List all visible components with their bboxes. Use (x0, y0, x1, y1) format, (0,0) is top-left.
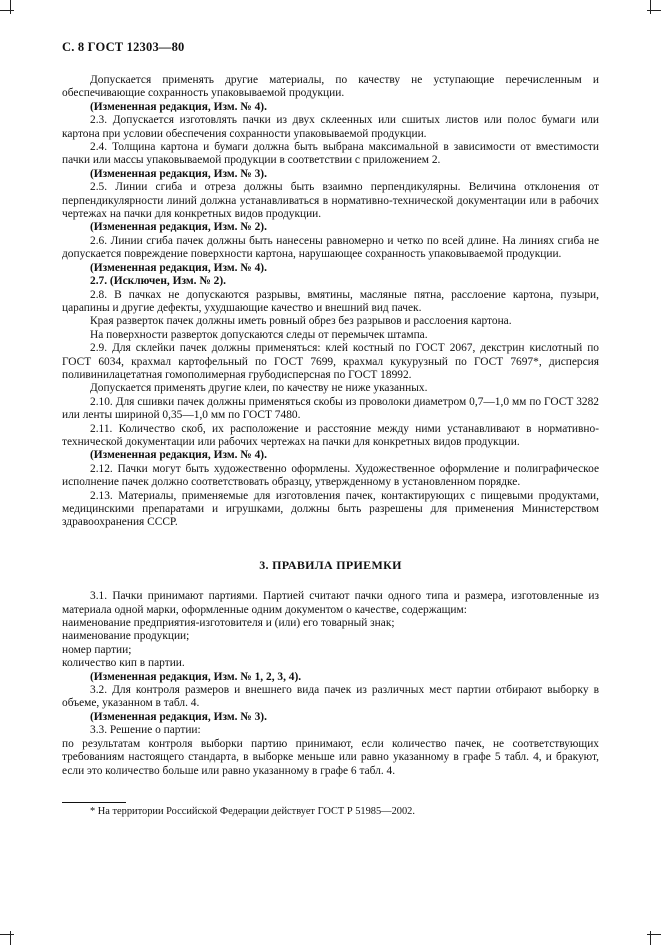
paragraph: по результатам контроля выборки партию принимают, если количество пачек, не соответствующих требованиям настоящего стандарта, в выборке меньше или равно указанному в графе 5 табл. 4, и бракуют, если это количество больше или равно указанному в графе 6 табл. 4. (62, 737, 599, 777)
paragraph: 2.6. Линии сгиба пачек должны быть нанесены равномерно и четко по всей длине. На линиях сгиба не допускается повреждение поверхности картона, нарушающее сохранность упаковываемой продукции. (62, 234, 599, 261)
amendment-note: (Измененная редакция, Изм. № 1, 2, 3, 4). (90, 670, 302, 683)
paragraph: 3.1. Пачки принимают партиями. Партией считают пачки одного типа и размера, изготовленные из материала одной марки, оформленные одним документом о качестве, содержащим: (62, 590, 599, 616)
footnote-rule (62, 802, 126, 803)
paragraph: Допускается применять другие материалы, по качеству не уступающие перечисленным и обеспечивающие сохранность упаковываемой продукции. (62, 74, 599, 100)
list-item: наименование предприятия-изготовителя и (или) его товарный знак; (62, 617, 395, 630)
paragraph: 3.2. Для контроля размеров и внешнего вида пачек из различных мест партии отбирают выборку в объеме, указанном в табл. 4. (62, 684, 599, 710)
list-item: номер партии; (62, 643, 132, 656)
document-body (62, 74, 599, 778)
paragraph: 2.4. Толщина картона и бумаги должна быть выбрана максимальной в зависимости от вместимости пачки или массы упаковываемой продукции в соответствии с приложением 2. (62, 141, 599, 167)
crop-mark-bottom-left (0, 934, 14, 935)
paragraph: 2.12. Пачки могут быть художественно оформлены. Художественное оформление и полиграфическое исполнение пачек должно соответствовать образцу, утвержденному в установленном порядке. (62, 462, 599, 489)
section-heading: 3. ПРАВИЛА ПРИЕМКИ (259, 557, 402, 572)
footnote: * На территории Российской Федерации действует ГОСТ Р 51985—2002. (90, 806, 415, 817)
crop-mark-top-left (0, 10, 14, 11)
crop-mark-bottom-right-v (650, 931, 651, 945)
amendment-note: (Измененная редакция, Изм. № 2). (90, 221, 267, 234)
crop-mark-top-left-v (10, 0, 11, 14)
page-header: С. 8 ГОСТ 12303—80 (62, 40, 185, 54)
paragraph: Края разверток пачек должны иметь ровный обрез без разрывов и расслоения картона. (90, 315, 512, 328)
paragraph: 2.3. Допускается изготовлять пачки из двух склеенных или сшитых листов или полос бумаги или картона при условии обеспечения сохранности упаковываемой продукции. (62, 114, 599, 140)
paragraph: 2.11. Количество скоб, их расположение и расстояние между ними устанавливают в нормативно-технической документации или рабочих чертежах на пачки для конкретных видов продукции. (62, 422, 599, 448)
amendment-note: (Измененная редакция, Изм. № 4). (90, 100, 267, 113)
paragraph: Допускается применять другие клеи, по качеству не ниже указанных. (90, 382, 428, 395)
amendment-note: (Измененная редакция, Изм. № 4). (90, 261, 267, 274)
amendment-note: (Измененная редакция, Изм. № 3). (90, 167, 267, 180)
list-item: количество кип в партии. (62, 657, 185, 670)
list-item: наименование продукции; (62, 630, 190, 643)
amendment-note: (Измененная редакция, Изм. № 3). (90, 710, 267, 723)
paragraph: 2.13. Материалы, применяемые для изготовления пачек, контактирующих с пищевыми продуктами, медицинскими препаратами и игрушками, должны быть разрешены для применения Министерством здравоохранения СССР. (62, 489, 599, 529)
paragraph: 2.5. Линии сгиба и отреза должны быть взаимно перпендикулярны. Величина отклонения от перпендикулярности линий должна устанавливаться в нормативно-технической документации или в рабочих чертежах на пачки для конкретных видов продукции. (62, 181, 599, 221)
excluded-clause: 2.7. (Исключен, Изм. № 2). (90, 275, 226, 288)
amendment-note: (Измененная редакция, Изм. № 4). (90, 449, 267, 462)
crop-mark-top-right-v (650, 0, 651, 14)
paragraph: 3.3. Решение о партии: (90, 724, 201, 737)
crop-mark-bottom-left-v (10, 931, 11, 945)
paragraph: 2.8. В пачках не допускаются разрывы, вмятины, масляные пятна, расслоение картона, пузыри, царапины и другие дефекты, ухудшающие качество и внешний вид пачек. (62, 288, 599, 314)
paragraph: 2.10. Для сшивки пачек должны применяться скобы из проволоки диаметром 0,7—1,0 мм по ГОСТ 3282 или ленты шириной 0,35—1,0 мм по ГОСТ 7480. (62, 395, 599, 422)
paragraph: На поверхности разверток допускаются следы от перемычек штампа. (90, 328, 428, 341)
paragraph: 2.9. Для склейки пачек должны применяться: клей костный по ГОСТ 2067, декстрин кислотный по ГОСТ 6034, крахмал картофельный по ГОСТ 7699, крахмал кукурузный по ГОСТ 7697*, дисперсия поливинилацетатная гомополимерная грубодисперсная по ГОСТ 18992. (62, 342, 599, 381)
